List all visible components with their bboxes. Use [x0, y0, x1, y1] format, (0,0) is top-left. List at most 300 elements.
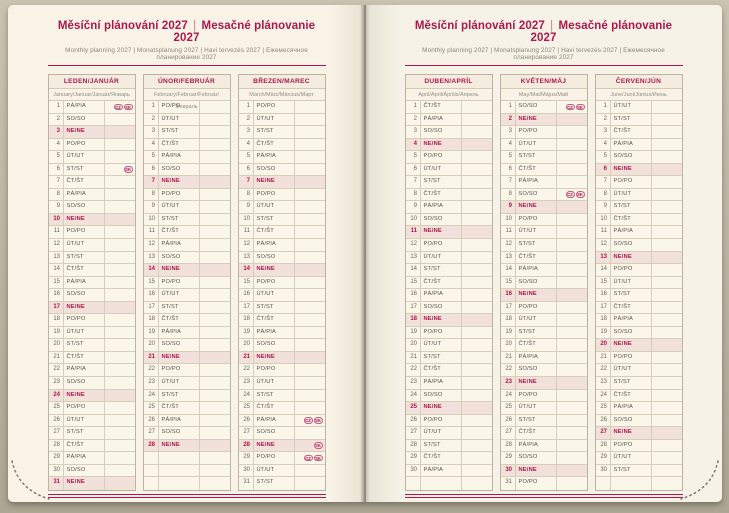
day-row: [49, 289, 135, 302]
page-subtitle: Monthly planning 2027 | Monatsplanung 2027 | Havi tervezés 2027 | Ежемесячное планирование 2027: [65, 47, 308, 61]
day-name-cell: ČT/ŠT: [611, 214, 652, 226]
notes-cell: [105, 264, 135, 276]
day-name-cell: [159, 452, 200, 464]
notes-cell: [462, 390, 492, 402]
notes-cell: [200, 302, 230, 314]
day-name-cell: NE/NE: [421, 314, 462, 326]
month-table-duben-april: [405, 74, 493, 491]
notes-cell: [652, 302, 682, 314]
notes-cell: [295, 239, 325, 251]
day-name-cell: PO/PO: [421, 415, 462, 427]
day-row: [144, 164, 230, 177]
day-number-cell: 14: [596, 264, 611, 276]
day-number-cell: 17: [239, 302, 254, 314]
notes-cell: [105, 176, 135, 188]
day-name-cell: SO/SO: [421, 390, 462, 402]
notes-cell: [105, 390, 135, 402]
day-row: [406, 477, 492, 490]
day-name-cell: PÁ/PIA: [421, 201, 462, 213]
day-name-cell: ST/ST: [159, 214, 200, 226]
day-row: [596, 415, 682, 428]
notes-cell: [295, 201, 325, 213]
day-number-cell: 5: [239, 151, 254, 163]
day-row: [49, 277, 135, 290]
day-row-sunday: [144, 264, 230, 277]
day-row: [406, 465, 492, 478]
notes-cell: [105, 114, 135, 126]
notes-cell: [200, 314, 230, 326]
day-row: [501, 452, 587, 465]
day-number-cell: 25: [144, 402, 159, 414]
day-row: [596, 114, 682, 127]
notes-cell: [557, 427, 587, 439]
day-number-cell: 24: [596, 390, 611, 402]
day-row: [239, 226, 325, 239]
notes-cell: [200, 289, 230, 301]
notes-cell: [200, 277, 230, 289]
notes-cell: [652, 364, 682, 376]
day-name-cell: PO/PO: [421, 151, 462, 163]
day-row: [144, 289, 230, 302]
notes-cell: [295, 302, 325, 314]
day-name-cell: ST/ST: [64, 427, 105, 439]
notes-cell: [200, 452, 230, 464]
day-name-cell: NE/NE: [611, 164, 652, 176]
day-name-cell: ÚT/UT: [611, 277, 652, 289]
day-row: [49, 465, 135, 478]
notes-cell: [652, 452, 682, 464]
day-name-cell: ČT/ŠT: [159, 139, 200, 151]
month-name: DUBEN/APRÍL: [406, 75, 492, 89]
day-number-cell: 10: [501, 214, 516, 226]
day-number-cell: 21: [239, 352, 254, 364]
day-number-cell: 2: [49, 114, 64, 126]
day-row: [239, 402, 325, 415]
notes-cell: [557, 289, 587, 301]
day-name-cell: ST/ST: [254, 302, 295, 314]
day-name-cell: ČT/ŠT: [421, 277, 462, 289]
notes-cell: [105, 427, 135, 439]
day-number-cell: 15: [596, 277, 611, 289]
day-number-cell: 15: [144, 277, 159, 289]
day-row-sunday: [144, 176, 230, 189]
notes-cell: [200, 252, 230, 264]
notes-cell: [295, 427, 325, 439]
day-number-cell: 9: [49, 201, 64, 213]
notes-cell: [652, 214, 682, 226]
day-row: [406, 264, 492, 277]
notes-cell: [295, 101, 325, 113]
day-number-cell: 17: [144, 302, 159, 314]
day-number-cell: [406, 477, 421, 490]
day-number-cell: 2: [239, 114, 254, 126]
day-row: [406, 239, 492, 252]
day-name-cell: ST/ST: [159, 126, 200, 138]
day-number-cell: 24: [239, 390, 254, 402]
day-number-cell: 6: [501, 164, 516, 176]
day-name-cell: ČT/ŠT: [159, 402, 200, 414]
day-number-cell: 2: [406, 114, 421, 126]
notes-cell: [295, 415, 325, 427]
day-row: [406, 352, 492, 365]
day-name-cell: ČT/ŠT: [254, 226, 295, 238]
notes-cell: [105, 377, 135, 389]
day-name-cell: PO/PO: [611, 352, 652, 364]
month-subtitle: April/April/Április/Апрель: [406, 89, 492, 101]
day-row: [406, 377, 492, 390]
notes-cell: [200, 214, 230, 226]
notes-cell: [557, 415, 587, 427]
day-name-cell: PO/PO: [159, 364, 200, 376]
day-row: [49, 264, 135, 277]
day-name-cell: ST/ST: [611, 114, 652, 126]
day-name-cell: ST/ST: [421, 440, 462, 452]
day-number-cell: 5: [501, 151, 516, 163]
day-number-cell: 3: [239, 126, 254, 138]
day-row: [501, 477, 587, 490]
day-name-cell: PO/PO: [516, 477, 557, 490]
months-right: [405, 74, 683, 491]
day-name-cell: SO/SO: [64, 201, 105, 213]
day-name-cell: SO/SO: [64, 377, 105, 389]
day-row: [596, 226, 682, 239]
notes-cell: [652, 352, 682, 364]
day-number-cell: 22: [49, 364, 64, 376]
day-name-cell: NE/NE: [254, 440, 295, 452]
day-number-cell: 4: [406, 139, 421, 151]
day-number-cell: 26: [49, 415, 64, 427]
day-row: [49, 352, 135, 365]
day-name-cell: NE/NE: [254, 352, 295, 364]
day-number-cell: 8: [144, 189, 159, 201]
day-name-cell: ST/ST: [421, 264, 462, 276]
day-name-cell: ČT/ŠT: [64, 352, 105, 364]
day-row: [239, 114, 325, 127]
month-name: KVĚTEN/MÁJ: [501, 75, 587, 89]
day-row: [501, 440, 587, 453]
day-row: [239, 101, 325, 114]
notes-cell: [652, 440, 682, 452]
footer-rule: [48, 494, 326, 498]
day-number-cell: 16: [406, 289, 421, 301]
day-name-cell: NE/NE: [611, 427, 652, 439]
notes-cell: [652, 377, 682, 389]
notes-cell: [295, 339, 325, 351]
day-row: [406, 176, 492, 189]
day-number-cell: 6: [144, 164, 159, 176]
day-row: [239, 164, 325, 177]
notes-cell: [105, 339, 135, 351]
day-row: [49, 114, 135, 127]
day-name-cell: PO/PO: [611, 440, 652, 452]
month-subtitle: February/Februar/Február/Февраль: [144, 89, 230, 101]
day-number-cell: 28: [596, 440, 611, 452]
notes-cell: [200, 377, 230, 389]
notes-cell: [462, 339, 492, 351]
day-name-cell: SO/SO: [516, 277, 557, 289]
notes-cell: [200, 415, 230, 427]
day-number-cell: 23: [239, 377, 254, 389]
day-name-cell: PÁ/PIA: [254, 327, 295, 339]
day-name-cell: ČT/ŠT: [254, 314, 295, 326]
diary-spread: [8, 5, 722, 502]
day-number-cell: 12: [49, 239, 64, 251]
notes-cell: [295, 139, 325, 151]
day-number-cell: 30: [49, 465, 64, 477]
day-number-cell: 11: [406, 226, 421, 238]
notes-cell: [295, 151, 325, 163]
day-row: [144, 252, 230, 265]
day-row: [596, 314, 682, 327]
notes-cell: [557, 214, 587, 226]
notes-cell: [462, 440, 492, 452]
notes-cell: [200, 126, 230, 138]
notes-cell: [462, 477, 492, 490]
day-name-cell: ST/ST: [421, 352, 462, 364]
day-row: [501, 314, 587, 327]
notes-cell: [295, 352, 325, 364]
day-row: [239, 364, 325, 377]
day-number-cell: 22: [144, 364, 159, 376]
day-name-cell: ÚT/UT: [64, 151, 105, 163]
holiday-badge-cz: CZ: [567, 104, 573, 110]
day-number-cell: 12: [406, 239, 421, 251]
day-row: [144, 427, 230, 440]
day-name-cell: PÁ/PIA: [516, 264, 557, 276]
day-name-cell: PÁ/PIA: [64, 189, 105, 201]
day-number-cell: 1: [406, 101, 421, 113]
notes-cell: [557, 226, 587, 238]
day-number-cell: 23: [144, 377, 159, 389]
day-name-cell: [159, 477, 200, 490]
notes-cell: [557, 440, 587, 452]
day-row: [501, 302, 587, 315]
notes-cell: [462, 189, 492, 201]
day-number-cell: 20: [49, 339, 64, 351]
day-name-cell: SO/SO: [421, 214, 462, 226]
day-name-cell: ÚT/UT: [516, 314, 557, 326]
day-number-cell: 3: [596, 126, 611, 138]
day-number-cell: 13: [239, 252, 254, 264]
notes-cell: [652, 101, 682, 113]
notes-cell: [462, 327, 492, 339]
day-number-cell: 16: [239, 289, 254, 301]
day-row: [144, 126, 230, 139]
day-number-cell: 21: [406, 352, 421, 364]
notes-cell: [295, 465, 325, 477]
day-number-cell: 10: [406, 214, 421, 226]
notes-cell: [200, 352, 230, 364]
day-number-cell: 7: [596, 176, 611, 188]
day-row: [596, 176, 682, 189]
notes-cell: [462, 101, 492, 113]
day-row: [239, 289, 325, 302]
day-row: [501, 402, 587, 415]
day-number-cell: 8: [406, 189, 421, 201]
holiday-badge-cz: CZ: [567, 192, 573, 198]
notes-cell: [652, 314, 682, 326]
day-row: [49, 339, 135, 352]
notes-cell: [557, 327, 587, 339]
notes-cell: [462, 139, 492, 151]
day-number-cell: 23: [596, 377, 611, 389]
notes-cell: [462, 302, 492, 314]
day-number-cell: 9: [239, 201, 254, 213]
notes-cell: [652, 201, 682, 213]
day-name-cell: PO/PO: [159, 277, 200, 289]
day-name-cell: ÚT/UT: [64, 327, 105, 339]
notes-cell: [200, 327, 230, 339]
month-table-unor-februar: [143, 74, 231, 491]
day-row: [596, 377, 682, 390]
notes-cell: [105, 214, 135, 226]
day-name-cell: [421, 477, 462, 490]
day-name-cell: [159, 465, 200, 477]
notes-cell: [295, 214, 325, 226]
notes-cell: [652, 252, 682, 264]
book-spine: [360, 5, 370, 502]
notes-cell: [462, 151, 492, 163]
day-number-cell: 23: [501, 377, 516, 389]
day-row: [501, 252, 587, 265]
day-row: [596, 402, 682, 415]
day-name-cell: SO/SO: [421, 126, 462, 138]
day-name-cell: PO/PO: [516, 126, 557, 138]
day-name-cell: ÚT/UT: [421, 252, 462, 264]
day-row: [49, 164, 135, 177]
day-row-sunday: [49, 477, 135, 490]
page-title: [405, 20, 683, 44]
notes-cell: [200, 189, 230, 201]
day-number-cell: 25: [501, 402, 516, 414]
holiday-badge-sk: SK: [315, 455, 321, 461]
day-row-sunday: [406, 402, 492, 415]
day-number-cell: 14: [144, 264, 159, 276]
day-row-sunday: [501, 289, 587, 302]
day-name-cell: PO/PO: [516, 390, 557, 402]
notes-cell: [105, 415, 135, 427]
day-row: [49, 239, 135, 252]
day-name-cell: SO/SO: [611, 327, 652, 339]
notes-cell: [105, 314, 135, 326]
notes-cell: [200, 402, 230, 414]
day-number-cell: 1: [596, 101, 611, 113]
notes-cell: [462, 277, 492, 289]
day-number-cell: 26: [501, 415, 516, 427]
day-number-cell: 9: [596, 201, 611, 213]
day-number-cell: 2: [144, 114, 159, 126]
day-row: [596, 101, 682, 114]
day-number-cell: 19: [406, 327, 421, 339]
day-row: [49, 226, 135, 239]
day-name-cell: ČT/ŠT: [64, 264, 105, 276]
day-row: [144, 226, 230, 239]
day-row: [501, 264, 587, 277]
day-row: [406, 327, 492, 340]
day-name-cell: PÁ/PIA: [159, 327, 200, 339]
notes-cell: [557, 339, 587, 351]
notes-cell: [652, 415, 682, 427]
day-row-sunday: [501, 114, 587, 127]
day-name-cell: ČT/ŠT: [611, 126, 652, 138]
holiday-badge-cz: CZ: [115, 104, 121, 110]
day-number-cell: 28: [49, 440, 64, 452]
day-name-cell: NE/NE: [611, 252, 652, 264]
day-name-cell: ČT/ŠT: [516, 164, 557, 176]
day-number-cell: 21: [596, 352, 611, 364]
day-row: [406, 164, 492, 177]
day-row: [596, 139, 682, 152]
notes-cell: [200, 239, 230, 251]
day-name-cell: ÚT/UT: [421, 164, 462, 176]
day-name-cell: PÁ/PIA: [159, 239, 200, 251]
notes-cell: [105, 226, 135, 238]
day-number-cell: 24: [501, 390, 516, 402]
day-row: [49, 101, 135, 114]
notes-cell: [462, 126, 492, 138]
right-page: [365, 5, 722, 502]
day-row: [406, 114, 492, 127]
notes-cell: [105, 151, 135, 163]
title-slovak: Mesačné plánovanie 2027: [173, 20, 316, 44]
day-name-cell: SO/SO: [611, 151, 652, 163]
day-number-cell: 15: [501, 277, 516, 289]
notes-cell: [200, 114, 230, 126]
day-name-cell: PÁ/PIA: [254, 415, 295, 427]
day-name-cell: SO/SO: [421, 302, 462, 314]
day-name-cell: NE/NE: [421, 226, 462, 238]
notes-cell: [105, 302, 135, 314]
day-name-cell: SO/SO: [159, 427, 200, 439]
day-name-cell: PÁ/PIA: [516, 176, 557, 188]
day-row: [406, 440, 492, 453]
notes-cell: [557, 452, 587, 464]
day-name-cell: ČT/ŠT: [611, 302, 652, 314]
day-name-cell: NE/NE: [159, 352, 200, 364]
day-number-cell: 2: [596, 114, 611, 126]
notes-cell: [105, 364, 135, 376]
notes-cell: [557, 239, 587, 251]
notes-cell: [557, 176, 587, 188]
month-subtitle: June/Juni/Június/Июнь: [596, 89, 682, 101]
day-name-cell: ČT/ŠT: [64, 440, 105, 452]
day-row: [596, 465, 682, 478]
day-row: [501, 277, 587, 290]
day-name-cell: ST/ST: [254, 390, 295, 402]
day-number-cell: 7: [501, 176, 516, 188]
day-number-cell: 11: [501, 226, 516, 238]
day-number-cell: 13: [406, 252, 421, 264]
day-number-cell: [144, 477, 159, 490]
day-name-cell: ÚT/UT: [421, 427, 462, 439]
day-name-cell: SO/SO: [516, 452, 557, 464]
day-row: [596, 201, 682, 214]
day-number-cell: 18: [239, 314, 254, 326]
day-number-cell: 18: [406, 314, 421, 326]
day-name-cell: ÚT/UT: [64, 415, 105, 427]
day-number-cell: 22: [501, 364, 516, 376]
day-name-cell: ÚT/UT: [64, 239, 105, 251]
notes-cell: [557, 352, 587, 364]
title-separator: |: [193, 20, 197, 32]
day-name-cell: ČT/ŠT: [254, 402, 295, 414]
day-row-sunday: [239, 440, 325, 453]
footer-rule: [405, 494, 683, 498]
day-number-cell: 9: [501, 201, 516, 213]
day-number-cell: 18: [49, 314, 64, 326]
notes-cell: [200, 364, 230, 376]
day-name-cell: PÁ/PIA: [421, 289, 462, 301]
